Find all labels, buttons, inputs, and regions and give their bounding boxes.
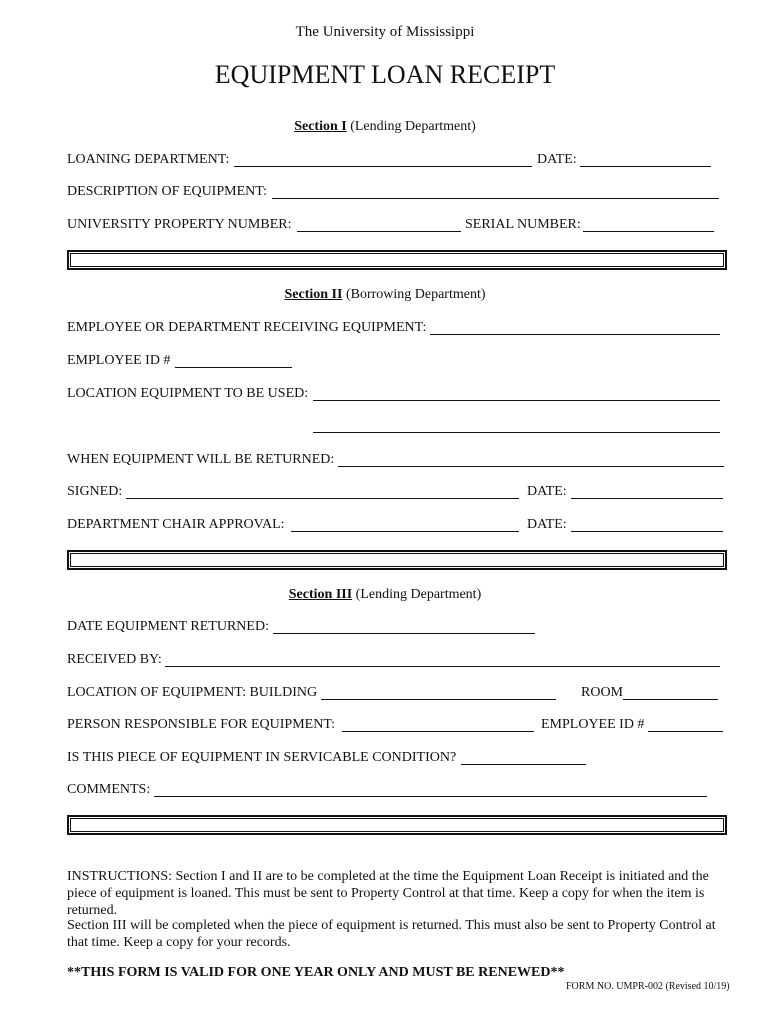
validity-notice: **THIS FORM IS VALID FOR ONE YEAR ONLY AND MUST BE RENEWED**	[67, 965, 565, 980]
section-3-employee-id-label: EMPLOYEE ID #	[541, 717, 645, 732]
section-3-subheading: (Lending Department)	[355, 587, 482, 602]
section-1-date-field[interactable]	[580, 166, 711, 167]
serial-number-field[interactable]	[583, 231, 714, 232]
section-2-date-field[interactable]	[571, 498, 723, 499]
location-field-2[interactable]	[313, 432, 720, 433]
description-field[interactable]	[272, 198, 719, 199]
serial-number-label: SERIAL NUMBER:	[465, 217, 581, 232]
room-field[interactable]	[623, 699, 718, 700]
comments-label: COMMENTS:	[67, 782, 151, 797]
signed-label: SIGNED:	[67, 484, 123, 499]
receiving-field[interactable]	[430, 334, 720, 335]
chair-approval-field[interactable]	[291, 531, 519, 532]
signed-field[interactable]	[126, 498, 519, 499]
section-1-heading	[0, 119, 770, 135]
comments-field[interactable]	[154, 796, 707, 797]
condition-label: IS THIS PIECE OF EQUIPMENT IN SERVICABLE CONDITION?	[67, 750, 457, 765]
section-3-employee-id-field[interactable]	[648, 731, 723, 732]
location-field[interactable]	[313, 400, 720, 401]
section-2-date-label: DATE:	[527, 484, 567, 499]
section-2-subheading: (Borrowing Department)	[345, 287, 486, 302]
instructions-paragraph: INSTRUCTIONS: Section I and II are to be completed at the time the Equipment Loan Receipt is initiated and the piece of equipment is loaned. This must be sent to Property Control at that time. Keep a copy for when the item is returned.	[67, 869, 709, 918]
chair-approval-label: DEPARTMENT CHAIR APPROVAL:	[67, 517, 285, 532]
condition-field[interactable]	[461, 764, 586, 765]
date-returned-field[interactable]	[273, 633, 535, 634]
section-1-label: Section I	[294, 119, 347, 134]
location-building-label: LOCATION OF EQUIPMENT: BUILDING	[67, 685, 318, 700]
building-field[interactable]	[321, 699, 556, 700]
receiving-label: EMPLOYEE OR DEPARTMENT RECEIVING EQUIPMENT:	[67, 320, 427, 335]
section-divider-box	[67, 250, 727, 270]
description-label: DESCRIPTION OF EQUIPMENT:	[67, 184, 267, 199]
page-title: EQUIPMENT LOAN RECEIPT	[214, 60, 556, 89]
person-responsible-label: PERSON RESPONSIBLE FOR EQUIPMENT:	[67, 717, 336, 732]
received-by-field[interactable]	[165, 666, 720, 667]
when-returned-field[interactable]	[338, 466, 724, 467]
section-2-heading	[0, 287, 770, 303]
employee-id-label: EMPLOYEE ID #	[67, 353, 171, 368]
date-returned-label: DATE EQUIPMENT RETURNED:	[67, 619, 269, 634]
loaning-department-label: LOANING DEPARTMENT:	[67, 152, 230, 167]
section-1-date-label: DATE:	[537, 152, 577, 167]
person-responsible-field[interactable]	[342, 731, 534, 732]
section-divider-box-2	[67, 550, 727, 570]
room-label: ROOM	[581, 685, 624, 700]
university-name: The University of Mississippi	[295, 24, 475, 40]
property-number-field[interactable]	[297, 231, 461, 232]
section-2-date2-label: DATE:	[527, 517, 567, 532]
employee-id-field[interactable]	[175, 367, 292, 368]
section-divider-box-3	[67, 815, 727, 835]
section-2-date2-field[interactable]	[571, 531, 723, 532]
section-3-heading	[0, 587, 770, 603]
location-label: LOCATION EQUIPMENT TO BE USED:	[67, 386, 309, 401]
form-number: FORM NO. UMPR-002 (Revised 10/19)	[566, 981, 730, 992]
section-1-subheading: (Lending Department)	[350, 119, 476, 134]
instructions-paragraph-2: Section III will be completed when the piece of equipment is returned. This must also be sent to Property Control at that time. Keep a copy for your records.	[67, 918, 716, 950]
property-number-label: UNIVERSITY PROPERTY NUMBER:	[67, 217, 292, 232]
loaning-department-field[interactable]	[234, 166, 532, 167]
section-2-label: Section II	[284, 287, 343, 302]
received-by-label: RECEIVED BY:	[67, 652, 162, 667]
section-3-label: Section III	[288, 587, 353, 602]
when-returned-label: WHEN EQUIPMENT WILL BE RETURNED:	[67, 452, 335, 467]
